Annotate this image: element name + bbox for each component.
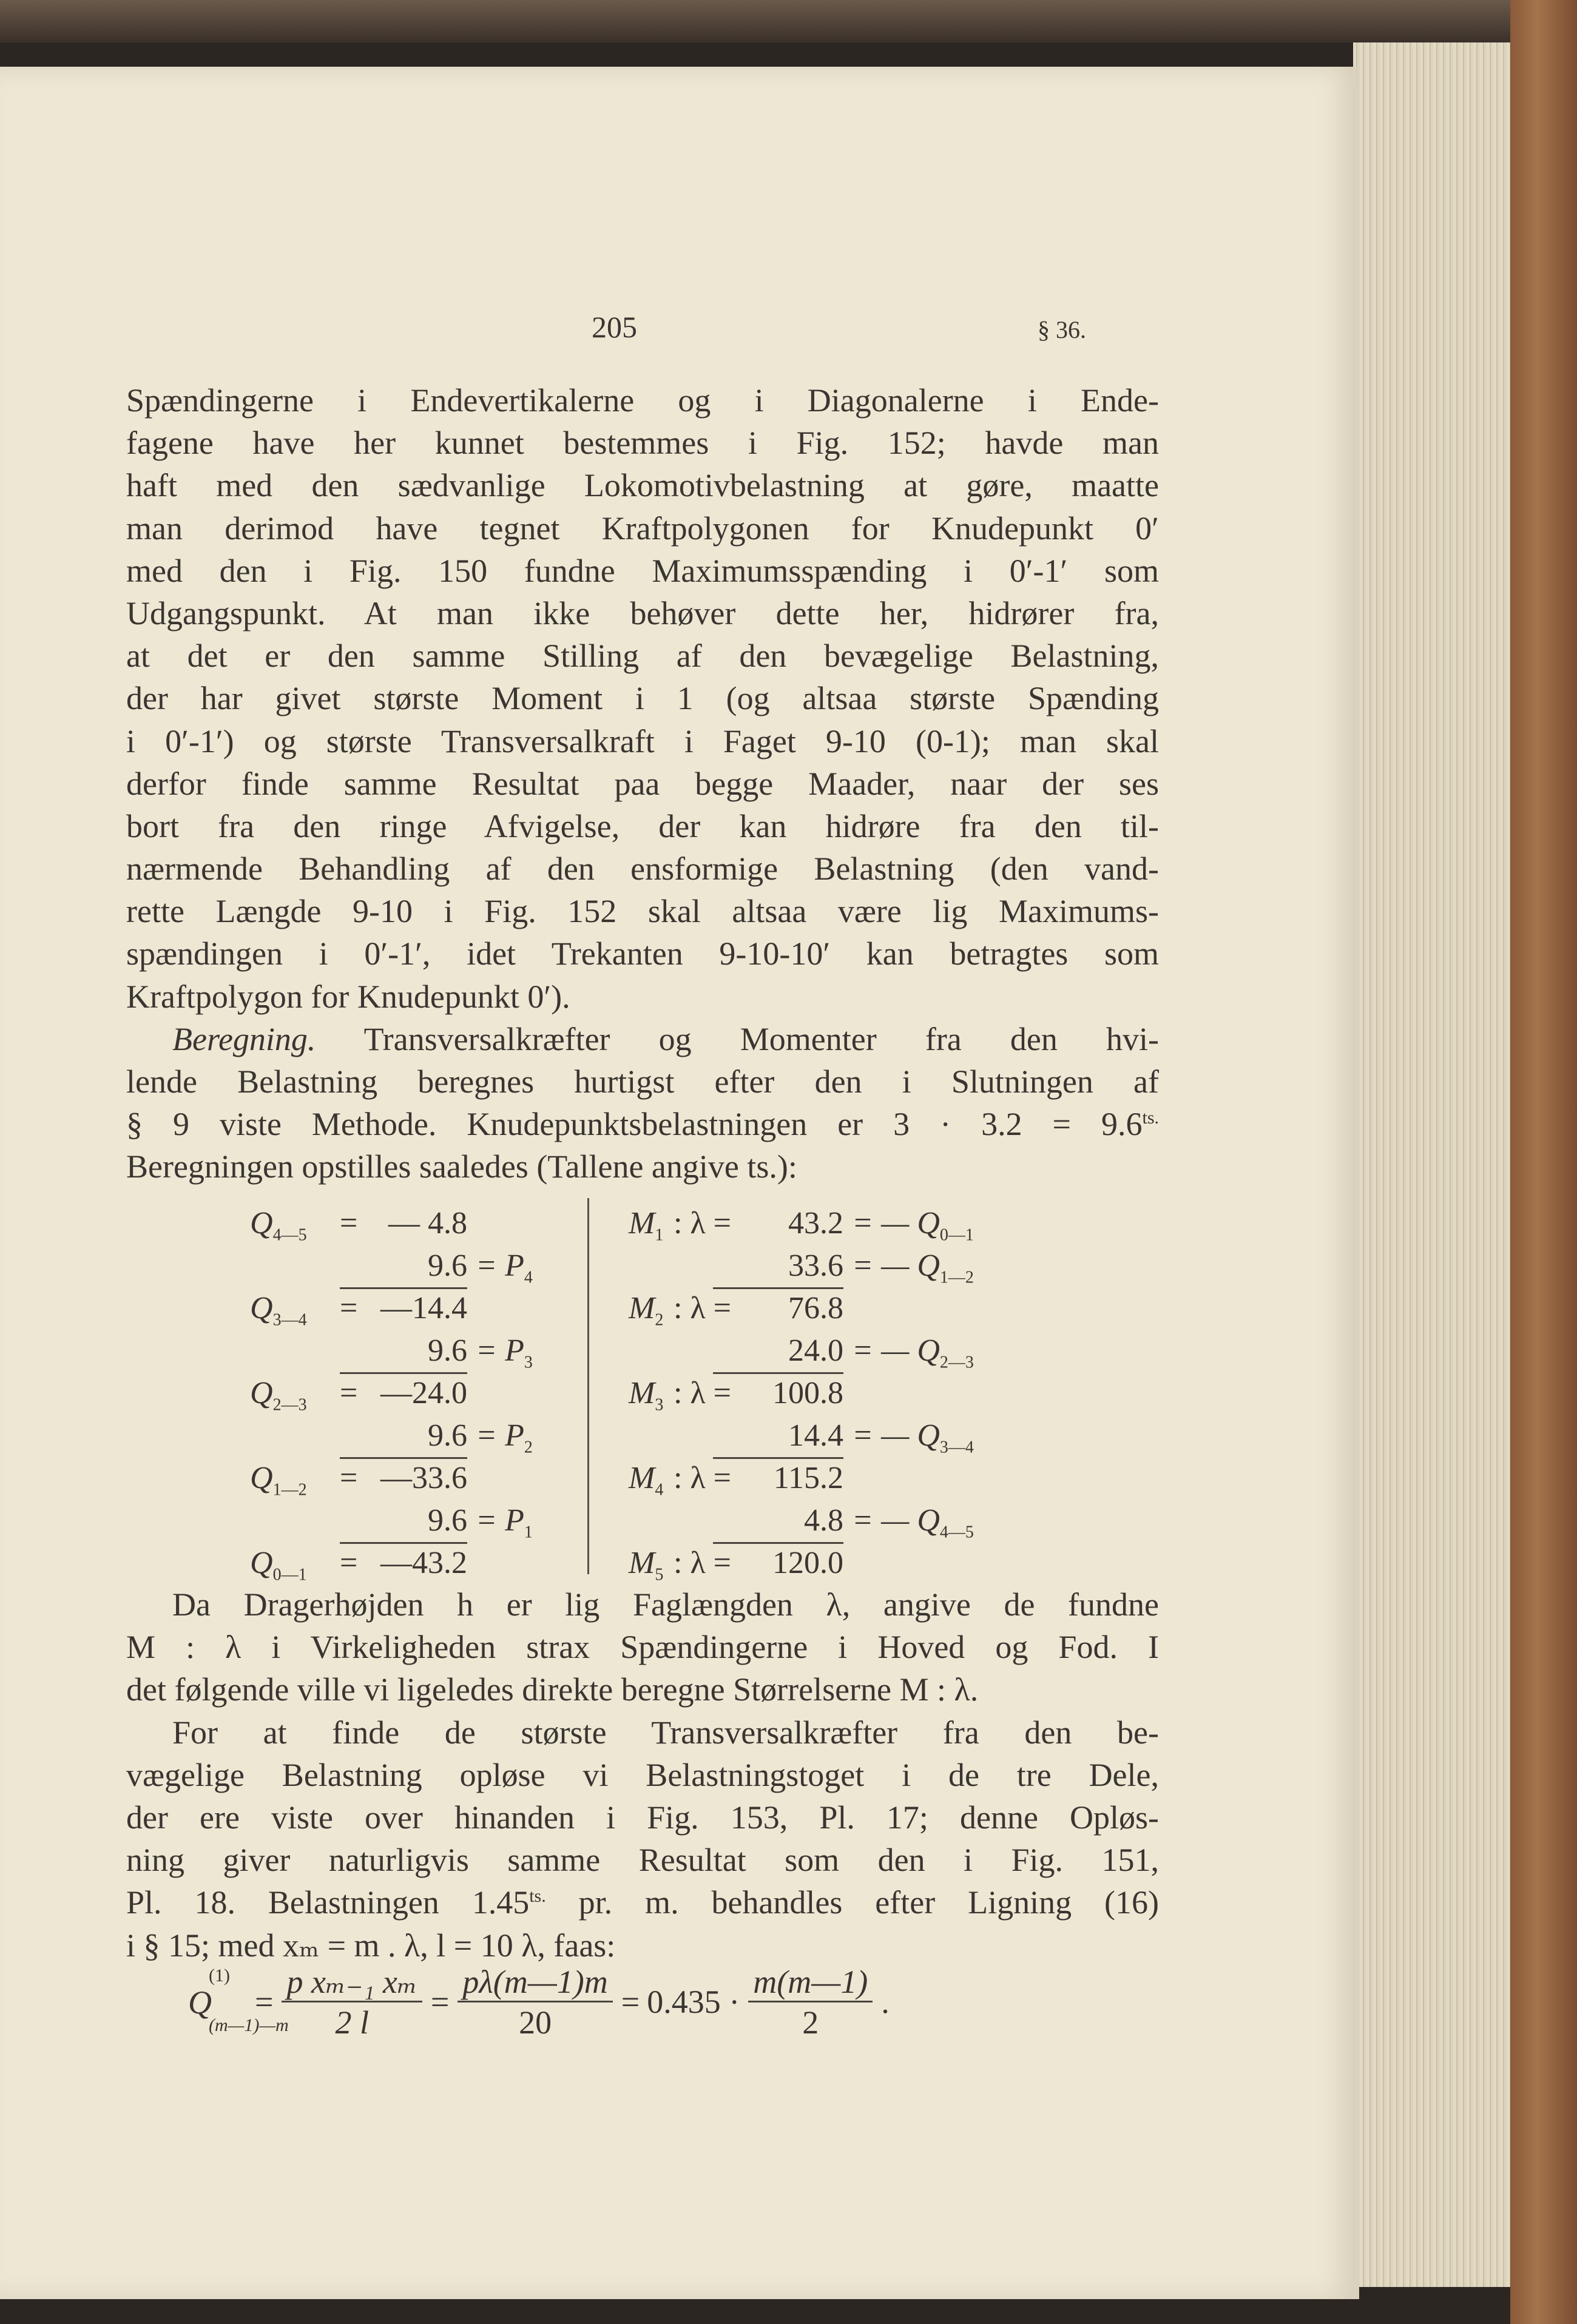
calc-value: 9.6 bbox=[428, 1503, 467, 1538]
formula-q: Q (1) (m—1)—m bbox=[188, 1965, 289, 2035]
fraction-3: $\frac{m(m—1)}{2}$ bbox=[748, 1963, 873, 2041]
calc-subscript: 3—4 bbox=[939, 1438, 974, 1457]
book-cover-right bbox=[1510, 0, 1577, 2324]
text-line: med den i Fig. 150 fundne Maximumsspænding i 0′-1′ som bbox=[126, 552, 1159, 589]
calc-rhs-text: = — Q bbox=[852, 1503, 940, 1538]
calc-rhs-text: = — Q bbox=[852, 1206, 940, 1241]
calc-value: 4.8 bbox=[804, 1503, 843, 1538]
calc-row bbox=[0, 1415, 1032, 1457]
page-edges bbox=[1353, 42, 1517, 2287]
text-line: Da Dragerhøjden h er lig Faglængden λ, angive de fundne bbox=[172, 1586, 1159, 1623]
text-line: Beregningen opstilles saaledes (Tallene angive ts.): bbox=[126, 1148, 797, 1185]
text-line: bort fra den ringe Afvigelse, der kan hidrøre fra den til- bbox=[126, 807, 1159, 844]
text-line: i 0′-1′) og største Transversalkraft i Faget 9-10 (0-1); man skal bbox=[126, 722, 1159, 760]
text-line bbox=[126, 1881, 1159, 1924]
text-line: man derimod have tegnet Kraftpolygonen for Knudepunkt 0′ bbox=[126, 510, 1159, 547]
calc-subscript: 4—5 bbox=[272, 1225, 307, 1245]
calc-value: 100.8 bbox=[713, 1372, 843, 1413]
calc-rhs-text: = — Q bbox=[852, 1418, 940, 1453]
calc-rhs-text: = P bbox=[476, 1333, 524, 1368]
text-span: § 9 viste Methode. Knudepunktsbelastningen er 3 · 3.2 = 9.6 bbox=[126, 1106, 1143, 1143]
coefficient: 0.435 · bbox=[647, 1984, 740, 2020]
text-line bbox=[126, 1103, 1159, 1145]
calc-subscript: 1—2 bbox=[272, 1480, 307, 1500]
text-line: Spændingerne i Endevertikalerne og i Diagonalerne i Ende- bbox=[126, 382, 1159, 419]
calc-subscript: 1 bbox=[524, 1523, 533, 1542]
calc-value: 9.6 bbox=[428, 1248, 467, 1283]
text-line bbox=[126, 1018, 1159, 1060]
formula: Q (1) (m—1)—m = $\frac{\text{p xₘ₋₁ xₘ}}{2 l}$ = $\frac{p\lambda(m—1)m}{20}$ = 0.435 · $\frac{m(m—1)}{2}$ . bbox=[188, 1959, 890, 2044]
calc-symbol: Q bbox=[250, 1376, 273, 1410]
calc-eq: : λ = bbox=[674, 1546, 731, 1580]
calc-row bbox=[0, 1542, 1032, 1585]
calc-eq: : λ = bbox=[674, 1206, 731, 1241]
calc-value: 76.8 bbox=[713, 1287, 843, 1328]
calc-symbol: Q bbox=[250, 1546, 273, 1580]
calc-rhs-text: = P bbox=[476, 1248, 524, 1283]
calc-symbol: M bbox=[629, 1291, 655, 1325]
text-line: at det er den samme Stilling af den bevægelige Belastning, bbox=[126, 638, 1159, 675]
calc-row bbox=[0, 1372, 1032, 1415]
calc-symbol: M bbox=[629, 1376, 655, 1410]
paragraph-heading: Beregning. bbox=[172, 1020, 316, 1057]
unit-superscript: ts. bbox=[529, 1886, 546, 1907]
text-line: ning giver naturligvis samme Resultat som den i Fig. 151, bbox=[126, 1842, 1159, 1879]
calc-row bbox=[0, 1330, 1032, 1372]
calc-subscript: 0—1 bbox=[939, 1225, 974, 1245]
calc-subscript: 4 bbox=[655, 1480, 664, 1500]
text-line: det følgende ville vi ligeledes direkte beregne Størrelserne M : λ. bbox=[126, 1671, 979, 1708]
book-cover-top bbox=[0, 0, 1577, 42]
calc-symbol: M bbox=[629, 1206, 655, 1241]
calc-subscript: 4 bbox=[524, 1268, 533, 1287]
text-line: Udgangspunkt. At man ikke behøver dette her, hidrører fra, bbox=[126, 594, 1159, 632]
calc-eq: : λ = bbox=[674, 1291, 731, 1325]
calc-subscript: 4—5 bbox=[939, 1523, 974, 1542]
calc-subscript: 5 bbox=[655, 1565, 664, 1585]
calc-symbol: M bbox=[629, 1461, 655, 1495]
calc-value: — 4.8 bbox=[388, 1206, 467, 1241]
calc-symbol: Q bbox=[250, 1291, 273, 1325]
calc-value: —24.0 bbox=[340, 1372, 467, 1413]
calc-subscript: 2 bbox=[655, 1310, 664, 1330]
calc-eq: = bbox=[340, 1291, 358, 1325]
unit-superscript: ts. bbox=[1142, 1108, 1159, 1128]
calc-eq: = bbox=[340, 1546, 358, 1580]
equals: = bbox=[255, 1984, 274, 2020]
text-line: Kraftpolygon for Knudepunkt 0′). bbox=[126, 978, 570, 1015]
equals: = bbox=[430, 1984, 450, 2020]
calc-rhs-text: = P bbox=[476, 1418, 524, 1453]
calc-eq: = bbox=[340, 1206, 358, 1241]
calc-value: —33.6 bbox=[340, 1457, 467, 1498]
calc-value: 24.0 bbox=[788, 1333, 843, 1368]
calc-rhs-text: = — Q bbox=[852, 1333, 940, 1368]
calc-row bbox=[0, 1245, 1032, 1287]
text-line: nærmende Behandling af den ensformige Belastning (den vand- bbox=[126, 850, 1159, 887]
calc-symbol: Q bbox=[250, 1461, 273, 1495]
calc-subscript: 1—2 bbox=[939, 1268, 974, 1287]
text-line: i § 15; med xₘ = m . λ, l = 10 λ, faas: bbox=[126, 1927, 616, 1964]
calc-value: 9.6 bbox=[428, 1418, 467, 1453]
text-line: der ere viste over hinanden i Fig. 153, Pl. 17; denne Opløs- bbox=[126, 1799, 1159, 1836]
calc-subscript: 2—3 bbox=[939, 1353, 974, 1372]
text-span: pr. m. behandles efter Ligning (16) bbox=[545, 1884, 1159, 1921]
calc-eq: = bbox=[340, 1376, 358, 1410]
text-line: M : λ i Virkeligheden strax Spændingerne i Hoved og Fod. I bbox=[126, 1629, 1159, 1666]
text-line: derfor finde samme Resultat paa begge Maader, naar der ses bbox=[126, 765, 1159, 802]
calc-eq: : λ = bbox=[674, 1461, 731, 1495]
fraction-1: $\frac{\text{p xₘ₋₁ xₘ}}{2 l}$ bbox=[282, 1962, 422, 2041]
calc-subscript: 3 bbox=[655, 1395, 664, 1415]
calc-value: 9.6 bbox=[428, 1333, 467, 1368]
calc-subscript: 1 bbox=[655, 1225, 664, 1245]
text-line: fagene have her kunnet bestemmes i Fig. 152; havde man bbox=[126, 425, 1159, 462]
calc-rhs-text: = — Q bbox=[852, 1248, 940, 1283]
calc-rhs-text: = P bbox=[476, 1503, 524, 1538]
body-text-lower bbox=[126, 1583, 1159, 1967]
text-line: For at finde de største Transversalkræfter fra den be- bbox=[172, 1714, 1159, 1751]
calc-value: —14.4 bbox=[340, 1287, 467, 1328]
calc-subscript: 2 bbox=[524, 1438, 533, 1457]
calc-subscript: 3—4 bbox=[272, 1310, 307, 1330]
calc-value: 14.4 bbox=[788, 1418, 843, 1453]
calc-eq: = bbox=[340, 1461, 358, 1495]
text-line: vægelige Belastning opløse vi Belastningstoget i de tre Dele, bbox=[126, 1756, 1159, 1793]
text-line: haft med den sædvanlige Lokomotivbelastning at gøre, maatte bbox=[126, 467, 1159, 504]
calc-row bbox=[0, 1457, 1032, 1500]
calc-value: 43.2 bbox=[788, 1206, 843, 1241]
body-text bbox=[126, 379, 1159, 1188]
calc-subscript: 2—3 bbox=[272, 1395, 307, 1415]
calc-value: —43.2 bbox=[340, 1542, 467, 1583]
text-span: Pl. 18. Belastningen 1.45 bbox=[126, 1884, 530, 1921]
calc-row bbox=[0, 1287, 1032, 1330]
calc-row bbox=[0, 1500, 1032, 1542]
equals: = bbox=[621, 1984, 640, 2020]
text-line: spændingen i 0′-1′, idet Trekanten 9-10-10′ kan betragtes som bbox=[126, 935, 1159, 972]
section-number: § 36. bbox=[1038, 316, 1086, 343]
calc-eq: : λ = bbox=[674, 1376, 731, 1410]
calc-value: 115.2 bbox=[713, 1457, 843, 1498]
calc-symbol: M bbox=[629, 1546, 655, 1580]
calc-value: 33.6 bbox=[788, 1248, 843, 1283]
text-span: Transversalkræfter og Momenter fra den hvi- bbox=[363, 1020, 1159, 1057]
fraction-2: $\frac{p\lambda(m—1)m}{20}$ bbox=[458, 1963, 612, 2041]
calc-subscript: 0—1 bbox=[272, 1565, 307, 1585]
text-line: der har givet største Moment i 1 (og altsaa største Spænding bbox=[126, 680, 1159, 717]
text-line: rette Længde 9-10 i Fig. 152 skal altsaa være lig Maximums- bbox=[126, 893, 1159, 930]
page-number: 205 bbox=[592, 310, 637, 344]
calc-subscript: 3 bbox=[524, 1353, 533, 1372]
calc-value: 120.0 bbox=[713, 1542, 843, 1583]
text-line: lende Belastning beregnes hurtigst efter den i Slutningen af bbox=[126, 1063, 1159, 1100]
calc-symbol: Q bbox=[250, 1206, 273, 1241]
calc-row bbox=[0, 1202, 1032, 1245]
